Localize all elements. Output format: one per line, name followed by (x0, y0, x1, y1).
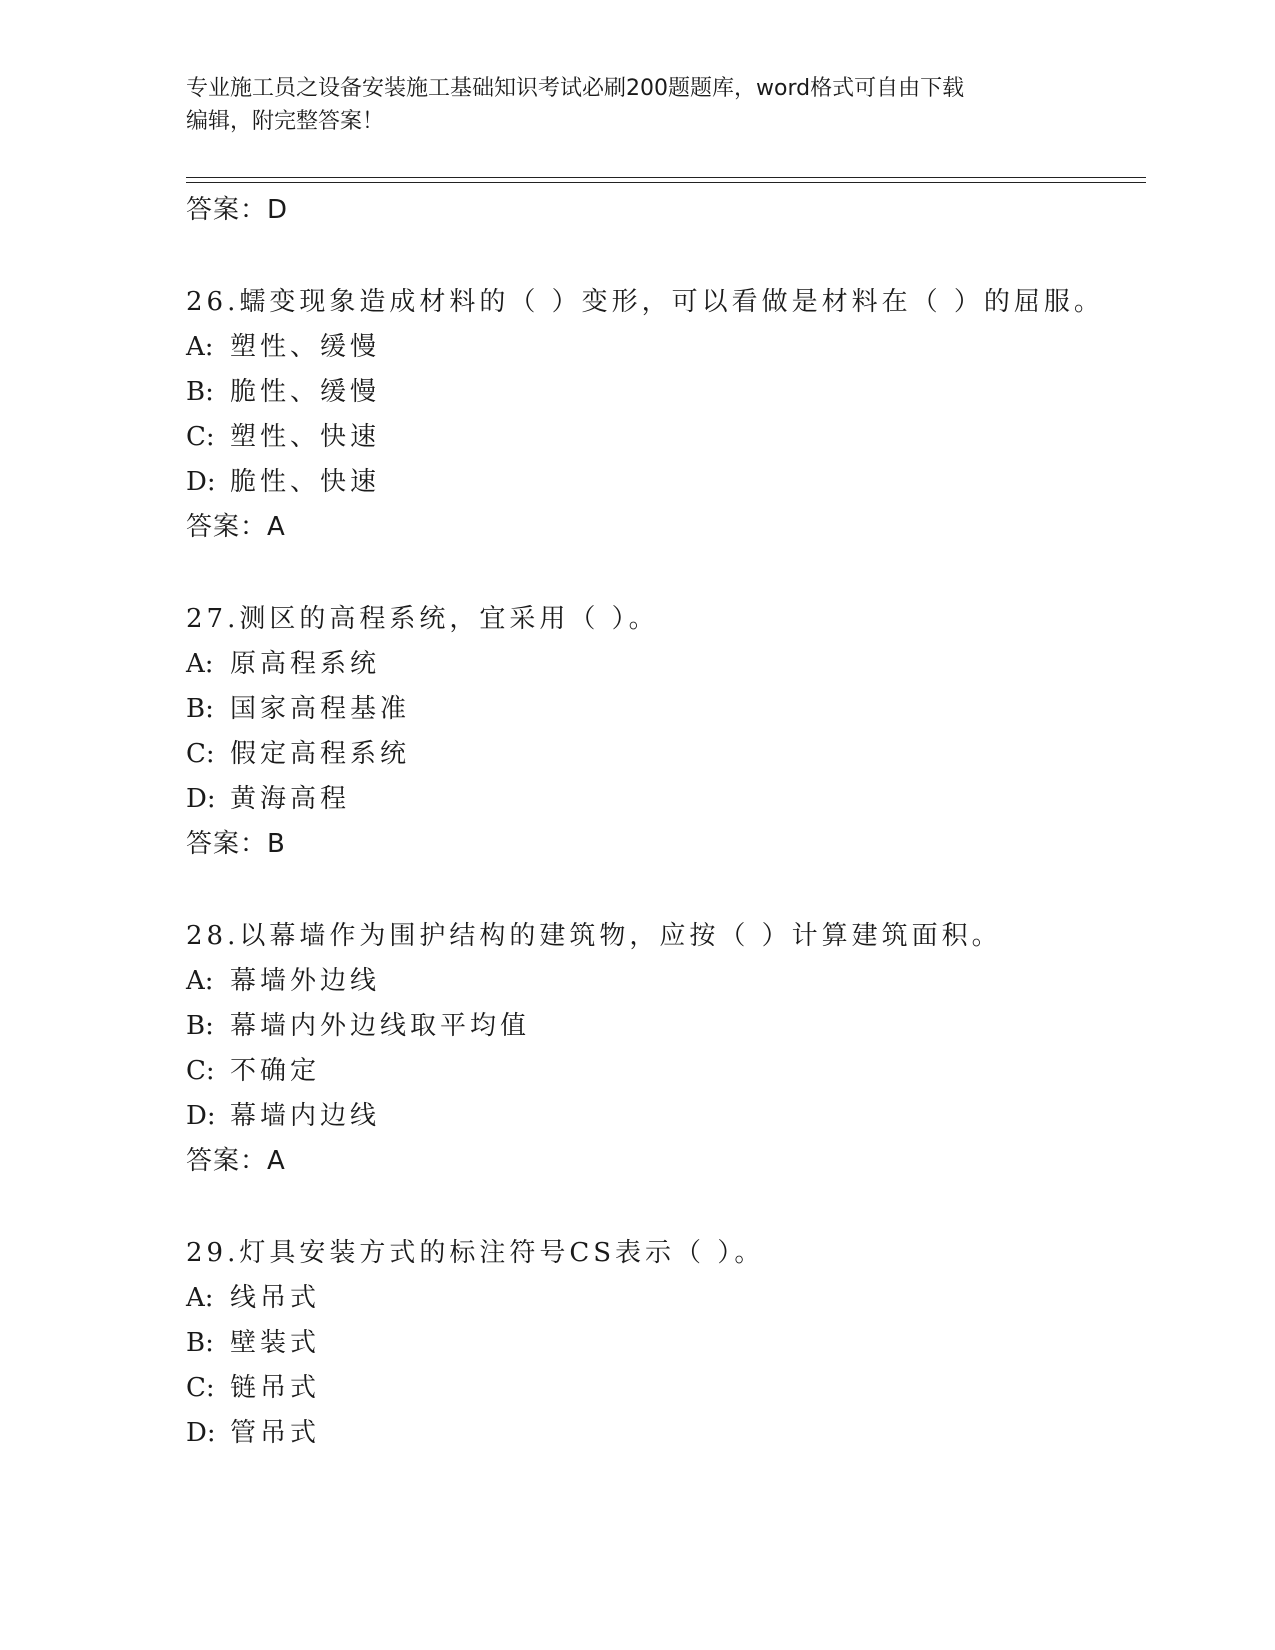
option-letter: B: (186, 377, 214, 407)
option-letter: A: (186, 1283, 214, 1313)
spacer (186, 550, 1146, 597)
question-text: 27.测区的高程系统，宜采用（ ）。 (186, 604, 659, 634)
header-line-1: 专业施工员之设备安装施工基础知识考试必刷200题题库，word格式可自由下载 (186, 76, 965, 101)
option-b (186, 1321, 1146, 1366)
option-b (186, 370, 1146, 415)
option-text: 黄海高程 (230, 784, 351, 814)
question-text: 28.以幕墙作为围护结构的建筑物，应按（ ）计算建筑面积。 (186, 921, 1002, 951)
option-text: 链吊式 (230, 1373, 321, 1403)
option-c (186, 732, 1146, 777)
question-text: 26.蠕变现象造成材料的（ ）变形，可以看做是材料在（ ）的屈服。 (186, 287, 1104, 317)
option-text: 幕墙内边线 (230, 1101, 381, 1131)
option-a (186, 325, 1146, 370)
option-b (186, 1004, 1146, 1049)
option-a (186, 642, 1146, 687)
answer-line: 答案：A (186, 512, 286, 542)
option-letter: C: (186, 422, 215, 452)
header-divider-bottom (186, 182, 1146, 183)
option-text: 塑性、缓慢 (230, 332, 381, 362)
option-letter: D: (186, 467, 216, 497)
option-c (186, 415, 1146, 460)
question-text: 29.灯具安装方式的标注符号CS表示（ ）。 (186, 1238, 765, 1268)
answer-line: 答案：A (186, 1146, 286, 1176)
spacer (186, 1184, 1146, 1231)
option-text: 壁装式 (230, 1328, 321, 1358)
option-letter: D: (186, 784, 216, 814)
option-letter: B: (186, 694, 214, 724)
option-text: 管吊式 (230, 1418, 321, 1448)
option-text: 国家高程基准 (230, 694, 411, 724)
option-letter: D: (186, 1101, 216, 1131)
option-c (186, 1366, 1146, 1411)
option-c (186, 1049, 1146, 1094)
option-letter: A: (186, 332, 214, 362)
option-letter: B: (186, 1328, 214, 1358)
option-text: 脆性、缓慢 (230, 377, 381, 407)
option-d (186, 1411, 1146, 1456)
option-letter: C: (186, 739, 215, 769)
option-d (186, 777, 1146, 822)
option-letter: B: (186, 1011, 214, 1041)
option-letter: A: (186, 649, 214, 679)
option-d (186, 460, 1146, 505)
option-a (186, 959, 1146, 1004)
header-divider-top (186, 177, 1146, 178)
option-d (186, 1094, 1146, 1139)
option-text: 脆性、快速 (230, 467, 381, 497)
option-letter: D: (186, 1418, 216, 1448)
document-header (186, 72, 1066, 138)
answer-line: 答案：D (186, 195, 289, 225)
option-text: 假定高程系统 (230, 739, 411, 769)
spacer (186, 867, 1146, 914)
option-letter: C: (186, 1056, 215, 1086)
spacer (186, 233, 1146, 280)
option-text: 不确定 (230, 1056, 321, 1086)
option-letter: C: (186, 1373, 215, 1403)
option-text: 塑性、快速 (230, 422, 381, 452)
header-line-2: 编辑，附完整答案！ (186, 109, 385, 134)
option-text: 幕墙内外边线取平均值 (230, 1011, 531, 1041)
question-list (186, 188, 1146, 1456)
option-text: 线吊式 (230, 1283, 321, 1313)
option-letter: A: (186, 966, 214, 996)
answer-line: 答案：B (186, 829, 286, 859)
option-text: 原高程系统 (230, 649, 381, 679)
option-a (186, 1276, 1146, 1321)
option-text: 幕墙外边线 (230, 966, 381, 996)
option-b (186, 687, 1146, 732)
